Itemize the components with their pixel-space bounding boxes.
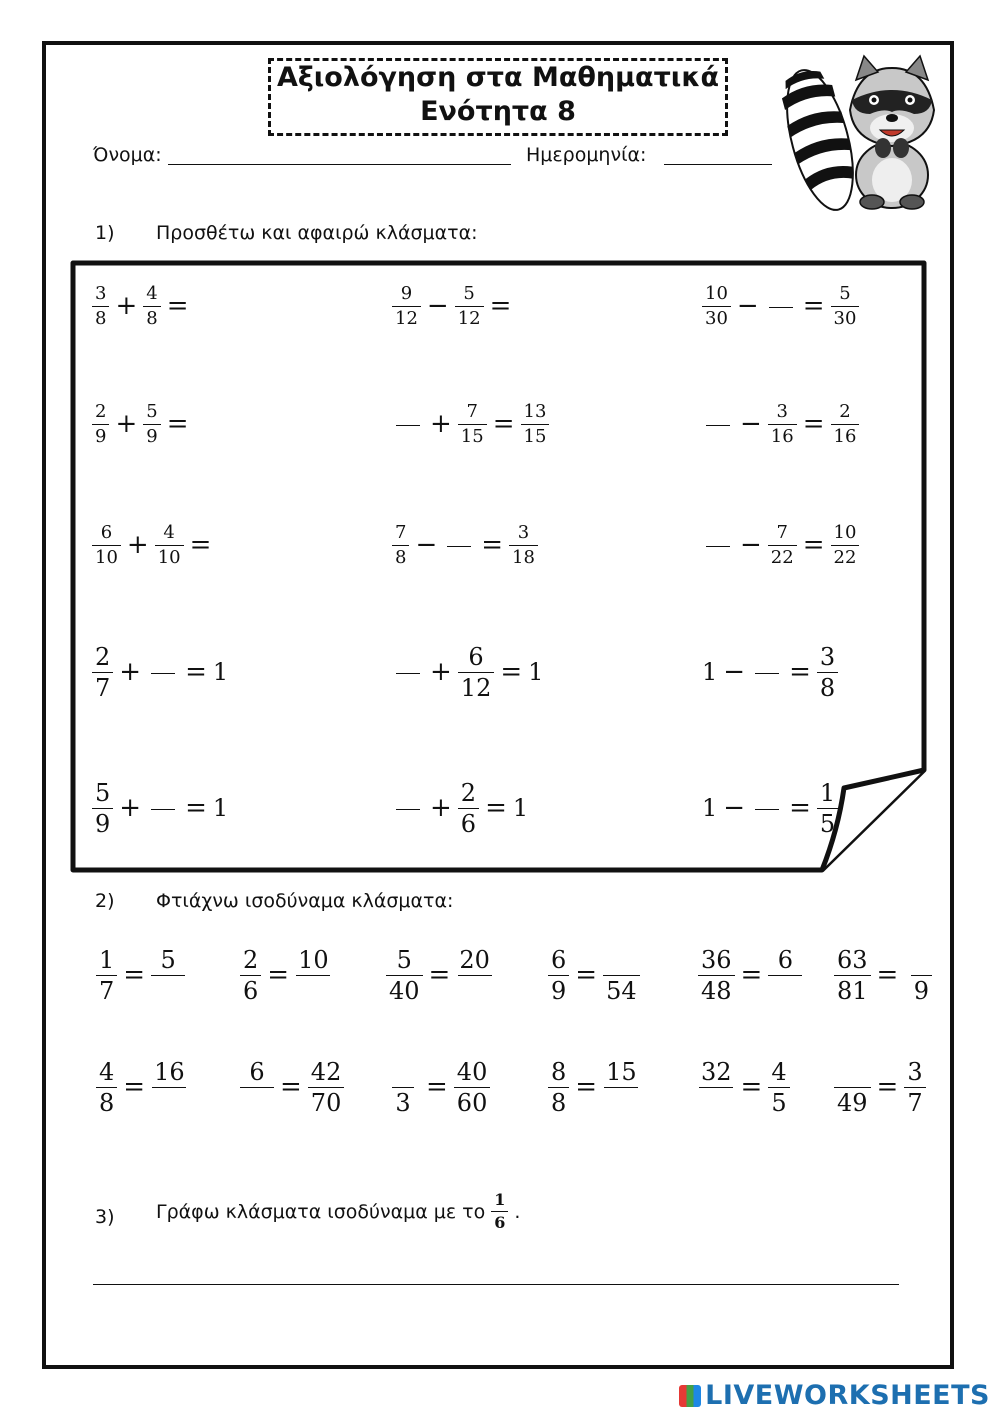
denominator: 7 bbox=[96, 975, 117, 1003]
answer-blank[interactable] bbox=[706, 423, 730, 426]
numerator: 2 bbox=[460, 778, 477, 807]
numerator: 15 bbox=[606, 1057, 637, 1086]
numerator: 36 bbox=[701, 945, 732, 974]
numerator: 2 bbox=[839, 400, 851, 422]
operator: + bbox=[430, 793, 452, 823]
fraction bbox=[92, 282, 109, 329]
equation bbox=[392, 640, 543, 704]
numerator: 3 bbox=[819, 642, 836, 671]
equals-sign: = bbox=[740, 960, 763, 990]
equivalence bbox=[834, 941, 938, 1009]
denominator[interactable] bbox=[151, 975, 185, 1003]
equivalence bbox=[240, 941, 332, 1009]
equals-sign: = bbox=[280, 1072, 302, 1102]
numerator: 20 bbox=[459, 945, 490, 974]
date-label: Ημερομηνία: bbox=[526, 144, 647, 166]
operator: + bbox=[126, 530, 149, 560]
section2-title: Φτιάχνω ισοδύναμα κλάσματα: bbox=[156, 890, 454, 912]
equivalence bbox=[240, 1053, 344, 1121]
fraction bbox=[92, 778, 113, 838]
fraction bbox=[92, 521, 121, 568]
fraction bbox=[456, 945, 493, 1003]
name-label: Όνομα: bbox=[93, 144, 162, 166]
fraction bbox=[491, 1192, 508, 1231]
numerator: 4 bbox=[163, 521, 175, 543]
numerator: 9 bbox=[400, 282, 413, 304]
numerator: 1 bbox=[494, 1190, 506, 1209]
equivalence bbox=[548, 1053, 640, 1121]
liveworksheets-logo bbox=[679, 1380, 990, 1411]
fraction bbox=[831, 521, 860, 568]
equivalence bbox=[698, 1053, 790, 1121]
fraction bbox=[834, 1060, 871, 1115]
denominator[interactable] bbox=[768, 975, 802, 1003]
denominator: 10 bbox=[92, 545, 121, 567]
fraction bbox=[92, 400, 109, 447]
denominator[interactable] bbox=[240, 1087, 274, 1115]
operator: − bbox=[736, 291, 759, 321]
fraction bbox=[548, 945, 569, 1005]
denominator: 70 bbox=[308, 1087, 345, 1115]
denominator[interactable] bbox=[152, 1087, 186, 1115]
denominator: 54 bbox=[603, 975, 640, 1003]
numerator[interactable] bbox=[835, 1060, 869, 1087]
fraction bbox=[240, 945, 261, 1005]
equation bbox=[702, 519, 859, 571]
equals-sign: = bbox=[428, 960, 451, 990]
number: 1 bbox=[212, 794, 229, 822]
fraction bbox=[155, 521, 184, 568]
denominator: 9 bbox=[548, 975, 569, 1003]
denominator: 8 bbox=[96, 1087, 117, 1115]
fraction bbox=[603, 948, 640, 1003]
numerator: 6 bbox=[777, 945, 793, 974]
page-title: Αξιολόγηση στα Μαθηματικά bbox=[276, 62, 720, 93]
operator: − bbox=[415, 530, 438, 560]
equation bbox=[392, 519, 538, 571]
answer-blank[interactable] bbox=[151, 671, 175, 674]
fraction bbox=[768, 1057, 789, 1117]
equals-sign: = bbox=[876, 1072, 899, 1102]
numerator: 7 bbox=[466, 400, 478, 422]
equation bbox=[92, 398, 195, 450]
numerator: 5 bbox=[160, 945, 176, 974]
number: 1 bbox=[702, 794, 718, 822]
fraction bbox=[96, 1057, 117, 1117]
fraction bbox=[904, 948, 938, 1003]
equation bbox=[92, 519, 217, 571]
numerator: 4 bbox=[99, 1057, 115, 1086]
equation bbox=[702, 280, 859, 332]
operator: + bbox=[430, 657, 452, 687]
denominator[interactable] bbox=[699, 1087, 733, 1115]
numerator: 42 bbox=[310, 1057, 342, 1086]
logo-text: LIVEWORKSHEETS bbox=[705, 1380, 990, 1411]
numerator: 1 bbox=[99, 945, 115, 974]
numerator: 7 bbox=[776, 521, 788, 543]
section1-number: 1) bbox=[95, 222, 115, 244]
equivalence bbox=[386, 941, 493, 1009]
equals-sign: = bbox=[802, 530, 825, 560]
fraction bbox=[151, 1057, 188, 1115]
denominator: 22 bbox=[768, 545, 797, 567]
numerator: 40 bbox=[456, 1057, 488, 1086]
denominator: 81 bbox=[834, 975, 871, 1003]
equals-sign: = bbox=[500, 657, 523, 687]
numerator: 5 bbox=[396, 945, 412, 974]
fraction bbox=[458, 642, 495, 702]
operator: + bbox=[119, 657, 142, 687]
numerator: 13 bbox=[523, 400, 547, 422]
fraction bbox=[454, 1057, 491, 1117]
operator: − bbox=[740, 530, 762, 560]
fraction bbox=[392, 282, 421, 329]
equals-sign: = bbox=[802, 409, 825, 439]
equivalence bbox=[548, 941, 640, 1009]
numerator: 4 bbox=[771, 1057, 787, 1086]
numerator: 32 bbox=[701, 1057, 732, 1086]
numerator: 2 bbox=[243, 945, 259, 974]
fraction bbox=[386, 1060, 420, 1115]
operator: + bbox=[430, 409, 452, 439]
fraction bbox=[702, 282, 731, 329]
section2-number: 2) bbox=[95, 890, 115, 912]
numerator: 10 bbox=[298, 945, 329, 974]
denominator: 9 bbox=[92, 424, 109, 446]
answer-blank[interactable] bbox=[755, 671, 779, 674]
denominator: 12 bbox=[458, 672, 495, 700]
equals-sign: = bbox=[185, 793, 207, 823]
section3-title: Γράφω κλάσματα ισοδύναμα με το bbox=[156, 1200, 486, 1223]
denominator: 9 bbox=[911, 975, 932, 1003]
denominator: 40 bbox=[386, 975, 423, 1003]
fraction bbox=[143, 282, 160, 329]
section3-prompt bbox=[156, 1192, 520, 1231]
numerator: 6 bbox=[551, 945, 567, 974]
denominator: 8 bbox=[143, 306, 160, 328]
denominator: 5 bbox=[817, 808, 838, 836]
number: 1 bbox=[702, 658, 718, 686]
numerator: 5 bbox=[95, 778, 111, 807]
fraction bbox=[831, 400, 860, 447]
denominator[interactable] bbox=[296, 975, 330, 1003]
fraction bbox=[603, 1057, 640, 1115]
equivalence bbox=[96, 1053, 188, 1121]
operator: − bbox=[723, 657, 746, 687]
numerator: 3 bbox=[907, 1057, 923, 1086]
operator: + bbox=[119, 793, 142, 823]
equals-sign: = bbox=[189, 530, 212, 560]
page-subtitle: Ενότητα 8 bbox=[420, 96, 576, 127]
denominator: 7 bbox=[904, 1087, 925, 1115]
fraction bbox=[548, 1057, 569, 1117]
answer-line[interactable] bbox=[93, 1284, 899, 1285]
fraction bbox=[698, 1057, 735, 1115]
answer-blank[interactable] bbox=[151, 807, 175, 810]
equals-sign: = bbox=[740, 1072, 763, 1102]
denominator: 10 bbox=[155, 545, 184, 567]
denominator: 48 bbox=[698, 975, 735, 1003]
name-field[interactable] bbox=[168, 164, 511, 165]
fraction bbox=[143, 400, 160, 447]
section3-period: . bbox=[514, 1200, 521, 1223]
numerator: 3 bbox=[95, 282, 107, 304]
denominator: 30 bbox=[702, 306, 731, 328]
answer-blank[interactable] bbox=[755, 807, 779, 810]
fraction bbox=[96, 945, 117, 1005]
answer-blank[interactable] bbox=[769, 305, 793, 308]
equals-sign: = bbox=[802, 291, 825, 321]
numerator: 3 bbox=[517, 521, 530, 543]
fraction bbox=[392, 521, 409, 568]
denominator: 30 bbox=[831, 306, 860, 328]
equals-sign: = bbox=[481, 530, 504, 560]
equals-sign: = bbox=[485, 793, 507, 823]
denominator: 8 bbox=[92, 306, 109, 328]
denominator: 9 bbox=[92, 808, 113, 836]
fraction bbox=[295, 945, 332, 1003]
numerator[interactable] bbox=[604, 948, 638, 975]
equivalence bbox=[96, 941, 185, 1009]
fraction bbox=[698, 945, 735, 1005]
denominator: 16 bbox=[768, 424, 797, 446]
equation bbox=[92, 280, 195, 332]
fraction bbox=[151, 945, 185, 1003]
numerator: 1 bbox=[819, 778, 836, 807]
answer-blank[interactable] bbox=[447, 544, 471, 547]
fraction bbox=[831, 282, 860, 329]
equals-sign: = bbox=[575, 1072, 598, 1102]
section1-title: Προσθέτω και αφαιρώ κλάσματα: bbox=[156, 222, 478, 244]
numerator: 2 bbox=[95, 642, 111, 671]
number: 1 bbox=[512, 794, 529, 822]
denominator: 15 bbox=[521, 424, 550, 446]
denominator: 6 bbox=[458, 808, 479, 836]
equals-sign: = bbox=[267, 960, 290, 990]
logo-icon bbox=[679, 1385, 701, 1407]
equals-sign: = bbox=[166, 291, 189, 321]
equals-sign: = bbox=[575, 960, 598, 990]
section3-number: 3) bbox=[95, 1206, 115, 1228]
operator: + bbox=[115, 409, 138, 439]
fraction bbox=[386, 945, 423, 1005]
equation bbox=[702, 398, 859, 450]
equals-sign: = bbox=[123, 1072, 146, 1102]
denominator: 8 bbox=[392, 545, 409, 567]
answer-blank[interactable] bbox=[396, 423, 420, 426]
numerator[interactable] bbox=[904, 948, 938, 975]
denominator: 3 bbox=[392, 1087, 413, 1115]
fraction bbox=[455, 282, 484, 329]
fraction bbox=[817, 642, 838, 702]
answer-blank[interactable] bbox=[396, 807, 420, 810]
raccoon-icon bbox=[780, 50, 950, 215]
number: 1 bbox=[528, 658, 544, 686]
equation bbox=[702, 776, 838, 840]
fraction bbox=[458, 400, 487, 447]
denominator: 9 bbox=[143, 424, 160, 446]
number: 1 bbox=[212, 658, 229, 686]
equals-sign: = bbox=[166, 409, 189, 439]
denominator: 15 bbox=[458, 424, 487, 446]
equals-sign: = bbox=[489, 291, 512, 321]
denominator: 6 bbox=[240, 975, 261, 1003]
numerator: 6 bbox=[100, 521, 113, 543]
equivalence bbox=[386, 1053, 490, 1121]
fraction bbox=[768, 521, 797, 568]
numerator: 8 bbox=[551, 1057, 567, 1086]
date-field[interactable] bbox=[664, 164, 772, 165]
numerator: 7 bbox=[395, 521, 407, 543]
numerator: 5 bbox=[839, 282, 851, 304]
equals-sign: = bbox=[789, 657, 811, 687]
denominator: 60 bbox=[454, 1087, 491, 1115]
answer-blank[interactable] bbox=[396, 671, 420, 674]
denominator: 8 bbox=[817, 672, 838, 700]
fraction bbox=[817, 778, 838, 838]
fraction bbox=[768, 945, 802, 1003]
denominator: 22 bbox=[831, 545, 860, 567]
fraction bbox=[92, 642, 113, 702]
operator: + bbox=[115, 291, 138, 321]
denominator: 6 bbox=[491, 1211, 508, 1231]
numerator: 63 bbox=[837, 945, 868, 974]
numerator: 5 bbox=[146, 400, 158, 422]
operator: − bbox=[723, 793, 746, 823]
numerator: 6 bbox=[468, 642, 484, 671]
numerator: 3 bbox=[776, 400, 788, 422]
denominator: 16 bbox=[831, 424, 860, 446]
equivalence bbox=[834, 1053, 926, 1121]
equation bbox=[392, 280, 517, 332]
numerator: 16 bbox=[154, 1057, 185, 1086]
equivalence bbox=[698, 941, 802, 1009]
equation bbox=[392, 398, 549, 450]
denominator[interactable] bbox=[604, 1087, 638, 1115]
fraction bbox=[521, 400, 550, 447]
numerator[interactable] bbox=[386, 1060, 420, 1087]
fraction bbox=[458, 778, 479, 838]
denominator: 49 bbox=[834, 1087, 871, 1115]
fraction bbox=[768, 400, 797, 447]
numerator: 10 bbox=[833, 521, 857, 543]
numerator: 2 bbox=[95, 400, 107, 422]
fraction bbox=[509, 521, 538, 568]
numerator: 4 bbox=[146, 282, 158, 304]
denominator: 7 bbox=[92, 672, 113, 700]
denominator[interactable] bbox=[458, 975, 492, 1003]
fraction bbox=[308, 1057, 345, 1117]
denominator: 18 bbox=[509, 545, 538, 567]
equals-sign: = bbox=[876, 960, 899, 990]
operator: − bbox=[740, 409, 762, 439]
equals-sign: = bbox=[123, 960, 146, 990]
operator: − bbox=[426, 291, 449, 321]
equals-sign: = bbox=[185, 657, 207, 687]
fraction bbox=[904, 1057, 925, 1117]
numerator: 6 bbox=[249, 1057, 265, 1086]
denominator: 12 bbox=[392, 306, 421, 328]
equals-sign: = bbox=[789, 793, 811, 823]
equation bbox=[702, 640, 838, 704]
equation bbox=[392, 776, 528, 840]
fraction bbox=[834, 945, 871, 1005]
equals-sign: = bbox=[426, 1072, 448, 1102]
equation bbox=[92, 776, 228, 840]
equation bbox=[92, 640, 228, 704]
denominator: 5 bbox=[768, 1087, 789, 1115]
numerator: 10 bbox=[705, 282, 728, 304]
answer-blank[interactable] bbox=[706, 544, 730, 547]
fraction bbox=[240, 1057, 274, 1115]
numerator: 5 bbox=[463, 282, 475, 304]
denominator: 8 bbox=[548, 1087, 569, 1115]
denominator: 12 bbox=[455, 306, 484, 328]
equals-sign: = bbox=[492, 409, 515, 439]
